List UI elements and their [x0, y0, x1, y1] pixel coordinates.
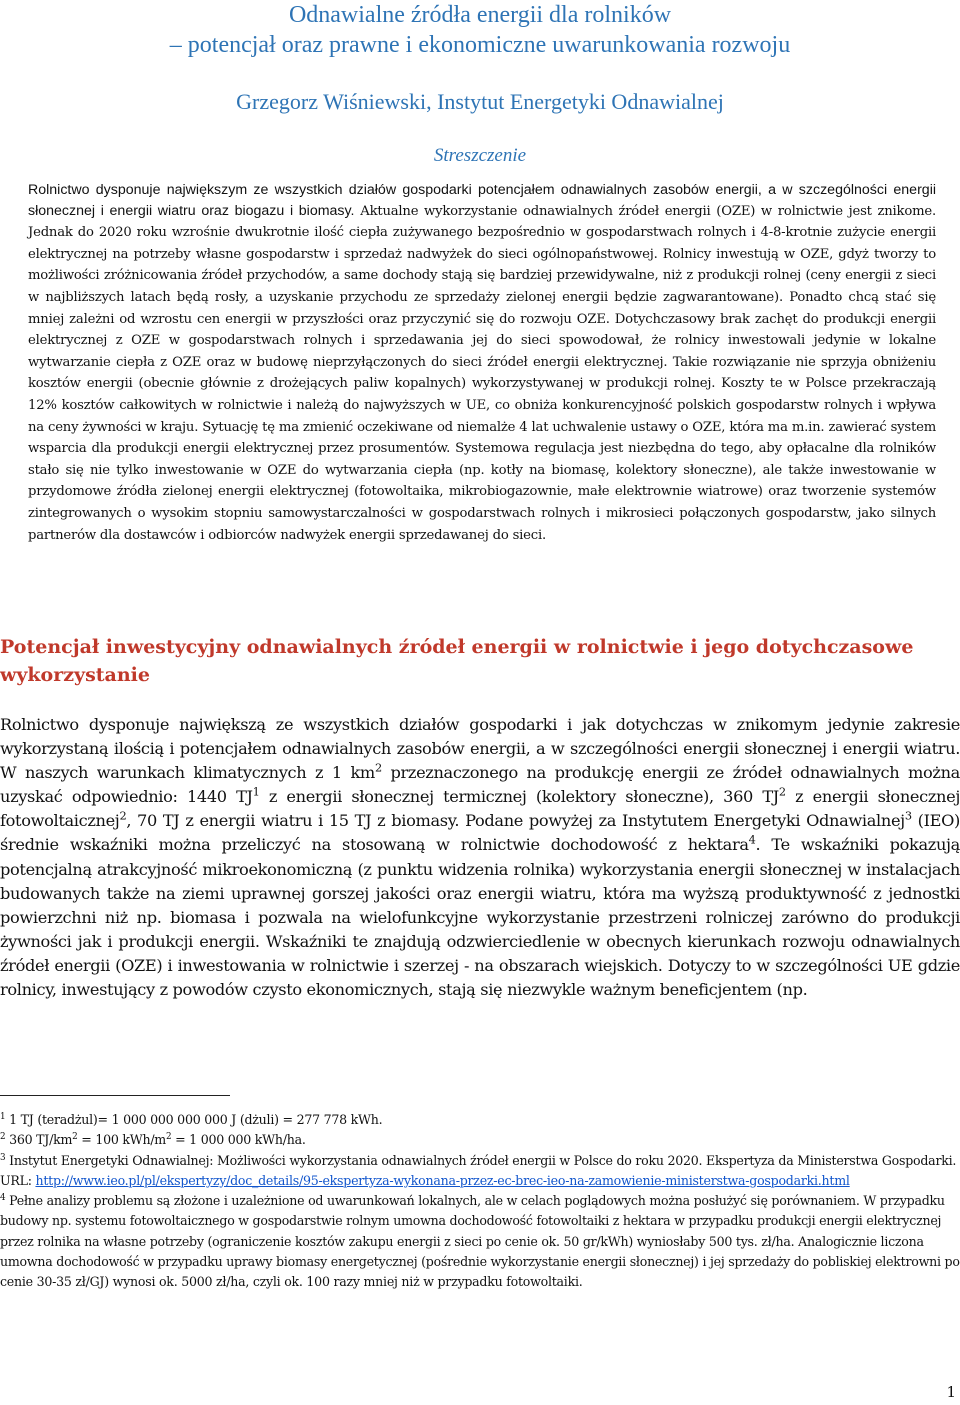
footnote-3	[0, 1151, 960, 1192]
footnote-ref-2a[interactable]: 2	[778, 784, 786, 799]
body-text-2: przeznaczonego na produkcję energii ze źródeł odnawialnych można uzyskać odpowiednio: 1440 TJ	[0, 763, 960, 807]
footnote-2-text-a: 360 TJ/km	[5, 1132, 73, 1148]
abstract-text-part1: Rolnictwo dysponuje największym ze wszystkich działów gospodarki potencjałem odnawialnych zasobów energii, a w szczególności energii słonecznej i energii wiatru oraz biogazu i biomasy.	[28, 182, 936, 219]
footnote-1-number: 1	[0, 1111, 6, 1122]
footnote-2-number: 2	[0, 1132, 6, 1143]
superscript-2: 2	[374, 760, 382, 775]
body-text-3: z energii słonecznej termicznej (kolektory słoneczne), 360 TJ	[259, 787, 779, 807]
footnote-2-text-c: = 1 000 000 kWh/ha.	[171, 1132, 306, 1148]
footnote-4-text: Pełne analizy problemu są złożone i uzależnione od uwarunkowań lokalnych, ale w celach poglądowych można posłużyć się porównaniem. W przypadku budowy np. systemu fotowoltaicznego w gospodarstwie rolnym umowna dochodowość fotowoltaiki z hektara w przypadku produkcji energii elektrycznej przez rolnika na własne potrzeby (ograniczenie kosztów zakupu energii z sieci po cenie ok. 50 gr/kWh) wyniosłaby 500 tys. zł/ha. Analogicznie liczona umowna dochodowość w przypadku uprawy biomasy energetycznej (pośrednie wykorzystanie energii słonecznej) i jej sprzedaży do pobliskiej elektrowni po cenie 30-35 zł/GJ) wynosi ok. 5000 zł/ha, czyli ok. 100 razy mniej niż w przypadku fotowoltaiki.	[0, 1193, 960, 1290]
abstract-heading: Streszczenie	[433, 145, 527, 166]
section-heading: Potencjał inwestycyjny odnawialnych źródeł energii w rolnictwie i jego dotychczasowe wykorzystanie	[0, 636, 914, 686]
footnote-1	[0, 1110, 960, 1130]
abstract-block	[28, 180, 936, 546]
body-text-1: Rolnictwo dysponuje największą ze wszystkich działów gospodarki i jak dotychczas w znikomym jedynie zakresie wykorzystaną ilością i potencjałem odnawialnych zasobów energii, a w szczególności energii słonecznej i energii wiatru. W naszych warunkach klimatycznych z 1 km	[0, 715, 960, 783]
abstract-paragraph	[28, 180, 936, 546]
footnote-2-square-a: 2	[72, 1132, 78, 1143]
body-text-4: z energii słonecznej fotowoltaicznej	[0, 787, 960, 831]
footnote-2	[0, 1130, 960, 1150]
footnote-4-number: 4	[0, 1193, 6, 1203]
document-title-line2: – potencjał oraz prawne i ekonomiczne uwarunkowania rozwoju	[169, 32, 791, 58]
footnote-ref-1[interactable]: 1	[252, 784, 260, 799]
body-text-7: . Te wskaźniki pokazują potencjalną atrakcyjność mikroekonomiczną (z punktu widzenia rolnika) wykorzystania energii słonecznej w instalacjach budowanych także na ziemi uprawnej gorszej jakości oraz energii wiatru, która ma wyższą produktywność z jednostki powierzchni niż np. biomasa i pozwala na wielofunkcyjne wykorzystanie przestrzeni rolniczej zarówno do produkcji żywności jak i produkcji energii. Wskaźniki te znajdują odzwierciedlenie w obecnych kierunkach rozwoju odnawialnych źródeł energii (OZE) i inwestowania w rolnictwie i szerzej - na obszarach wiejskich. Dotyczy to w szczególności UE gdzie rolnicy, inwestujący z powodów czysto ekonomicznych, stają się niezwykle ważnym beneficjentem (np.	[0, 835, 960, 1000]
abstract-text-part2: Aktualne wykorzystanie odnawialnych źródeł energii (OZE) w rolnictwie jest znikome. Jednak do 2020 roku wzrośnie dwukrotnie ilość ciepła zużywanego bezpośrednio w gospodarstwach rolnych i 4-8-krotnie zużycie energii elektrycznej na potrzeby własne gospodarstw i sprzedaż nadwyżek do sieci ogólnopaństwowej. Rolnicy inwestują w OZE, gdyż tworzy to możliwości zróżnicowania źródeł przychodów, a same dochody stają się bardziej przewidywalne, niż z produkcji rolnej (ceny energii z sieci w najbliższych latach będą rosły, a uzyskanie przychodu ze sprzedaży zielonej energii będzie zagwarantowane). Ponadto chcą stać się mniej zależni od wzrostu cen energii w przyszłości oraz przyczynić się do rozwoju OZE. Dotychczasowy brak zachęt do produkcji energii elektrycznej z OZE w gospodarstwach rolnych i sprzedawania jej do sieci spowodował, że rolnicy inwestowali jedynie w lokalne wytwarzanie ciepła z OZE oraz w budowę nieprzyłączonych do sieci źródeł energii elektrycznej. Takie rozwiązanie nie sprzyja obniżeniu kosztów energii (obecnie głównie z drożejących paliw kopalnych) wykorzystywanej w produkcji rolnej. Koszty te w Polsce przekraczają 12% kosztów całkowitych w rolnictwie i należą do najwyższych w UE, co obniża konkurencyjność polskich gospodarstw rolnych i wpływa na ceny żywności w kraju. Sytuację tę ma zmienić oczekiwane od niemalże 4 lat uchwalenie ustawy o OZE, która ma m.in. zawierać system wsparcia dla produkcji energii elektrycznej przez prosumentów. Systemowa regulacja jest niezbędna do tego, aby opłacalne dla rolników stało się nie tylko inwestowanie w OZE do wytwarzania ciepła (np. kotły na biomasę, kolektory słoneczne), ale także inwestowanie w przydomowe źródła zielonej energii elektrycznej (fotowoltaika, mikrobiogazownie, małe elektrownie wiatrowe) oraz tworzenie systemów zintegrowanych o wysokim stopniu samowystarczalności w gospodarstwach rolnych i mikrosieci połączonych gospodarstw, jako silnych partnerów dla dostawców i odbiorców nadwyżek energii sprzedawanej do sieci.	[28, 203, 936, 543]
body-text-5: , 70 TJ z energii wiatru i 15 TJ z biomasy. Podane powyżej za Instytutem Energetyki Odnawialnej	[126, 811, 905, 831]
footnote-1-text: 1 TJ (teradżul)= 1 000 000 000 000 J (dżuli) = 277 778 kWh.	[5, 1112, 383, 1127]
document-title-line1: Odnawialne źródła energii dla rolników	[288, 2, 672, 28]
footnote-separator	[0, 1095, 230, 1096]
footnote-2-text-b: = 100 kWh/m	[77, 1132, 167, 1148]
footnote-ref-2b[interactable]: 2	[119, 808, 127, 823]
footnotes-block	[0, 1110, 960, 1293]
footnote-3-link[interactable]: http://www.ieo.pl/pl/ekspertyzy/doc_details/95-ekspertyza-wykonana-przez-ec-brec-ieo-na-zamowienie-ministerstwa-gospodarki.html	[35, 1172, 850, 1188]
footnote-3-text: Instytut Energetyki Odnawialnej: Możliwości wykorzystania odnawialnych źródeł energii w Polsce do roku 2020. Ekspertyza da Ministerstwa Gospodarki. URL:	[0, 1152, 957, 1188]
page-number: 1	[946, 1383, 956, 1401]
footnote-2-square-b: 2	[166, 1132, 172, 1143]
section-body-paragraph	[0, 713, 960, 1002]
author-line: Grzegorz Wiśniewski, Instytut Energetyki Odnawialnej	[236, 89, 724, 114]
footnote-ref-3[interactable]: 3	[904, 808, 912, 823]
footnote-ref-4[interactable]: 4	[748, 833, 756, 848]
body-text-6: (IEO) średnie wskaźniki można przeliczyć na stosowaną w rolnictwie dochodowość z hektara	[0, 811, 960, 855]
footnote-4	[0, 1191, 960, 1292]
footnote-3-number: 3	[0, 1152, 6, 1163]
